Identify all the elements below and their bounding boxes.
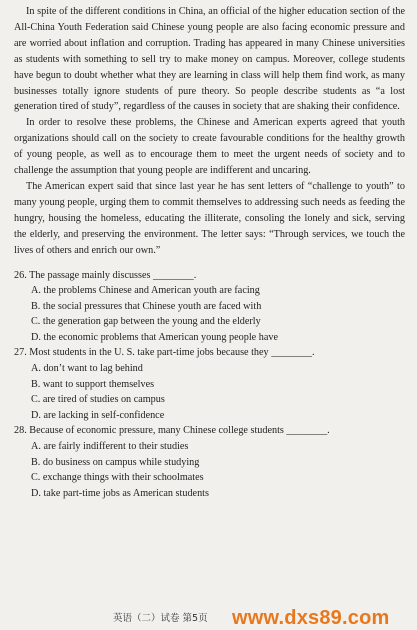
question-27 <box>14 345 405 423</box>
question-option-a: A. are fairly indifferent to their studies <box>31 441 189 453</box>
question-option-b: B. the social pressures that Chinese youth are faced with <box>31 300 262 312</box>
question-option-b: B. want to support themselves <box>31 378 155 390</box>
question-option-a: A. don’t want to lag behind <box>31 363 143 375</box>
question-28 <box>14 423 405 501</box>
question-option-a: A. the problems Chinese and American youth are facing <box>31 285 260 297</box>
question-option-c: C. exchange things with their schoolmates <box>31 472 204 484</box>
question-option-d: D. are lacking in self-confidence <box>31 409 165 421</box>
question-option-c: C. are tired of studies on campus <box>31 394 165 406</box>
page-number-label: 英语（二）试卷 第5页 <box>113 613 208 624</box>
question-option-b: B. do business on campus while studying <box>31 456 200 468</box>
passage-paragraph-2: In order to resolve these problems, the Chinese and American experts agreed that youth organizations should call on the society to create favourable conditions for the healthy growth of young people, as well as to encourage them to meet the urgent needs of society and to challenge the assumption that young people are indifferent and uncaring. <box>14 117 405 177</box>
question-list <box>14 268 405 502</box>
passage-paragraph-1: In spite of the different conditions in China, an official of the higher education section of the All-China Youth Federation said Chinese young people are also facing economic pressure and are worried about inflation and corruption. Trading has appeared in many Chinese universities as students with something to sell try to make money on campus. Moreover, college students have begun to doubt whether what they are learning in class will help them find work, as many businesses totally ignore students of pure theory. So people describe students as “a lost generation tired of study”, regardless of the causes in society that are shaking their confidence. <box>14 6 405 113</box>
page-footer <box>0 608 417 630</box>
site-watermark[interactable]: www.dxs89.com <box>232 607 390 629</box>
passage-paragraph-3: The American expert said that since last year he has sent letters of “challenge to youth” to many young people, urging them to commit themselves to addressing such needs as feeding the hungry, housing the homeless, educating the illiterate, consoling the lonely and sick, serving the elderly, and preserving the environment. The letter says: “Through services, we touch the lives of others and enrich our own.” <box>14 180 405 256</box>
question-26 <box>14 268 405 346</box>
question-stem: 26. The passage mainly discusses ________. <box>14 269 197 281</box>
question-stem: 27. Most students in the U. S. take part-time jobs because they ________. <box>14 347 315 359</box>
question-stem: 28. Because of economic pressure, many Chinese college students ________. <box>14 425 330 437</box>
question-option-d: D. the economic problems that American young people have <box>31 331 278 343</box>
question-option-d: D. take part-time jobs as American students <box>31 487 209 499</box>
reading-passage <box>14 4 405 259</box>
question-option-c: C. the generation gap between the young and the elderly <box>31 316 261 328</box>
